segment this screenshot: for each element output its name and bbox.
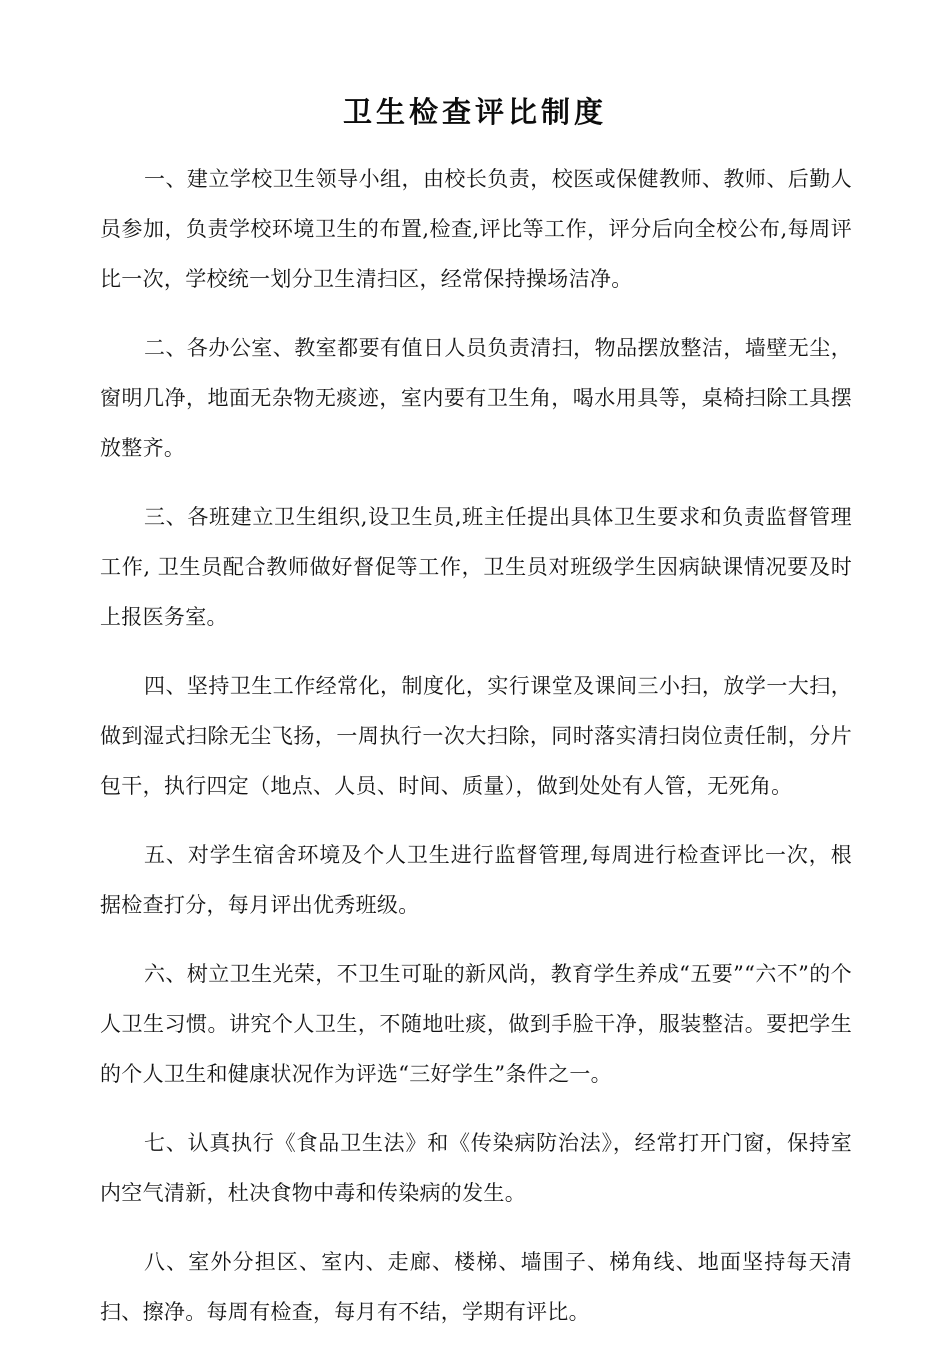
paragraph-5: 五、对学生宿舍环境及个人卫生进行监督管理,每周进行检查评比一次，根据检查打分，每月评出优秀班级。: [100, 843, 852, 917]
document-title: 卫生检查评比制度: [342, 95, 607, 129]
paragraph-6: 六、树立卫生光荣，不卫生可耻的新风尚，教育学生养成“五要”“六不”的个人卫生习惯。讲究个人卫生，不随地吐痰，做到手脸干净，服装整洁。要把学生的个人卫生和健康状况作为评选“三好学生”条件之一。: [100, 962, 852, 1086]
document-body: [100, 154, 852, 1356]
paragraph-3: 三、各班建立卫生组织,设卫生员,班主任提出具体卫生要求和负责监督管理工作, 卫生员配合教师做好督促等工作，卫生员对班级学生因病缺课情况要及时上报医务室。: [100, 505, 852, 629]
paragraph-7: 七、认真执行《食品卫生法》和《传染病防治法》，经常打开门窗，保持室内空气清新，杜决食物中毒和传染病的发生。: [100, 1131, 852, 1205]
paragraph-2: 二、各办公室、教室都要有值日人员负责清扫，物品摆放整洁，墙壁无尘，窗明几净，地面无杂物无痰迹，室内要有卫生角，喝水用具等，桌椅扫除工具摆放整齐。: [100, 336, 852, 460]
paragraph-4: 四、坚持卫生工作经常化，制度化，实行课堂及课间三小扫，放学一大扫，做到湿式扫除无尘飞扬，一周执行一次大扫除，同时落实清扫岗位责任制，分片包干，执行四定（地点、人员、时间、质量），做到处处有人管，无死角。: [100, 674, 852, 798]
paragraph-8: 八、室外分担区、室内、走廊、楼梯、墙围子、梯角线、地面坚持每天清扫、擦净。每周有检查，每月有不结，学期有评比。: [100, 1250, 852, 1324]
paragraph-1: 一、建立学校卫生领导小组，由校长负责，校医或保健教师、教师、后勤人员参加，负责学校环境卫生的布置,检查,评比等工作，评分后向全校公布,每周评比一次，学校统一划分卫生清扫区，经常保持操场洁净。: [100, 167, 852, 291]
